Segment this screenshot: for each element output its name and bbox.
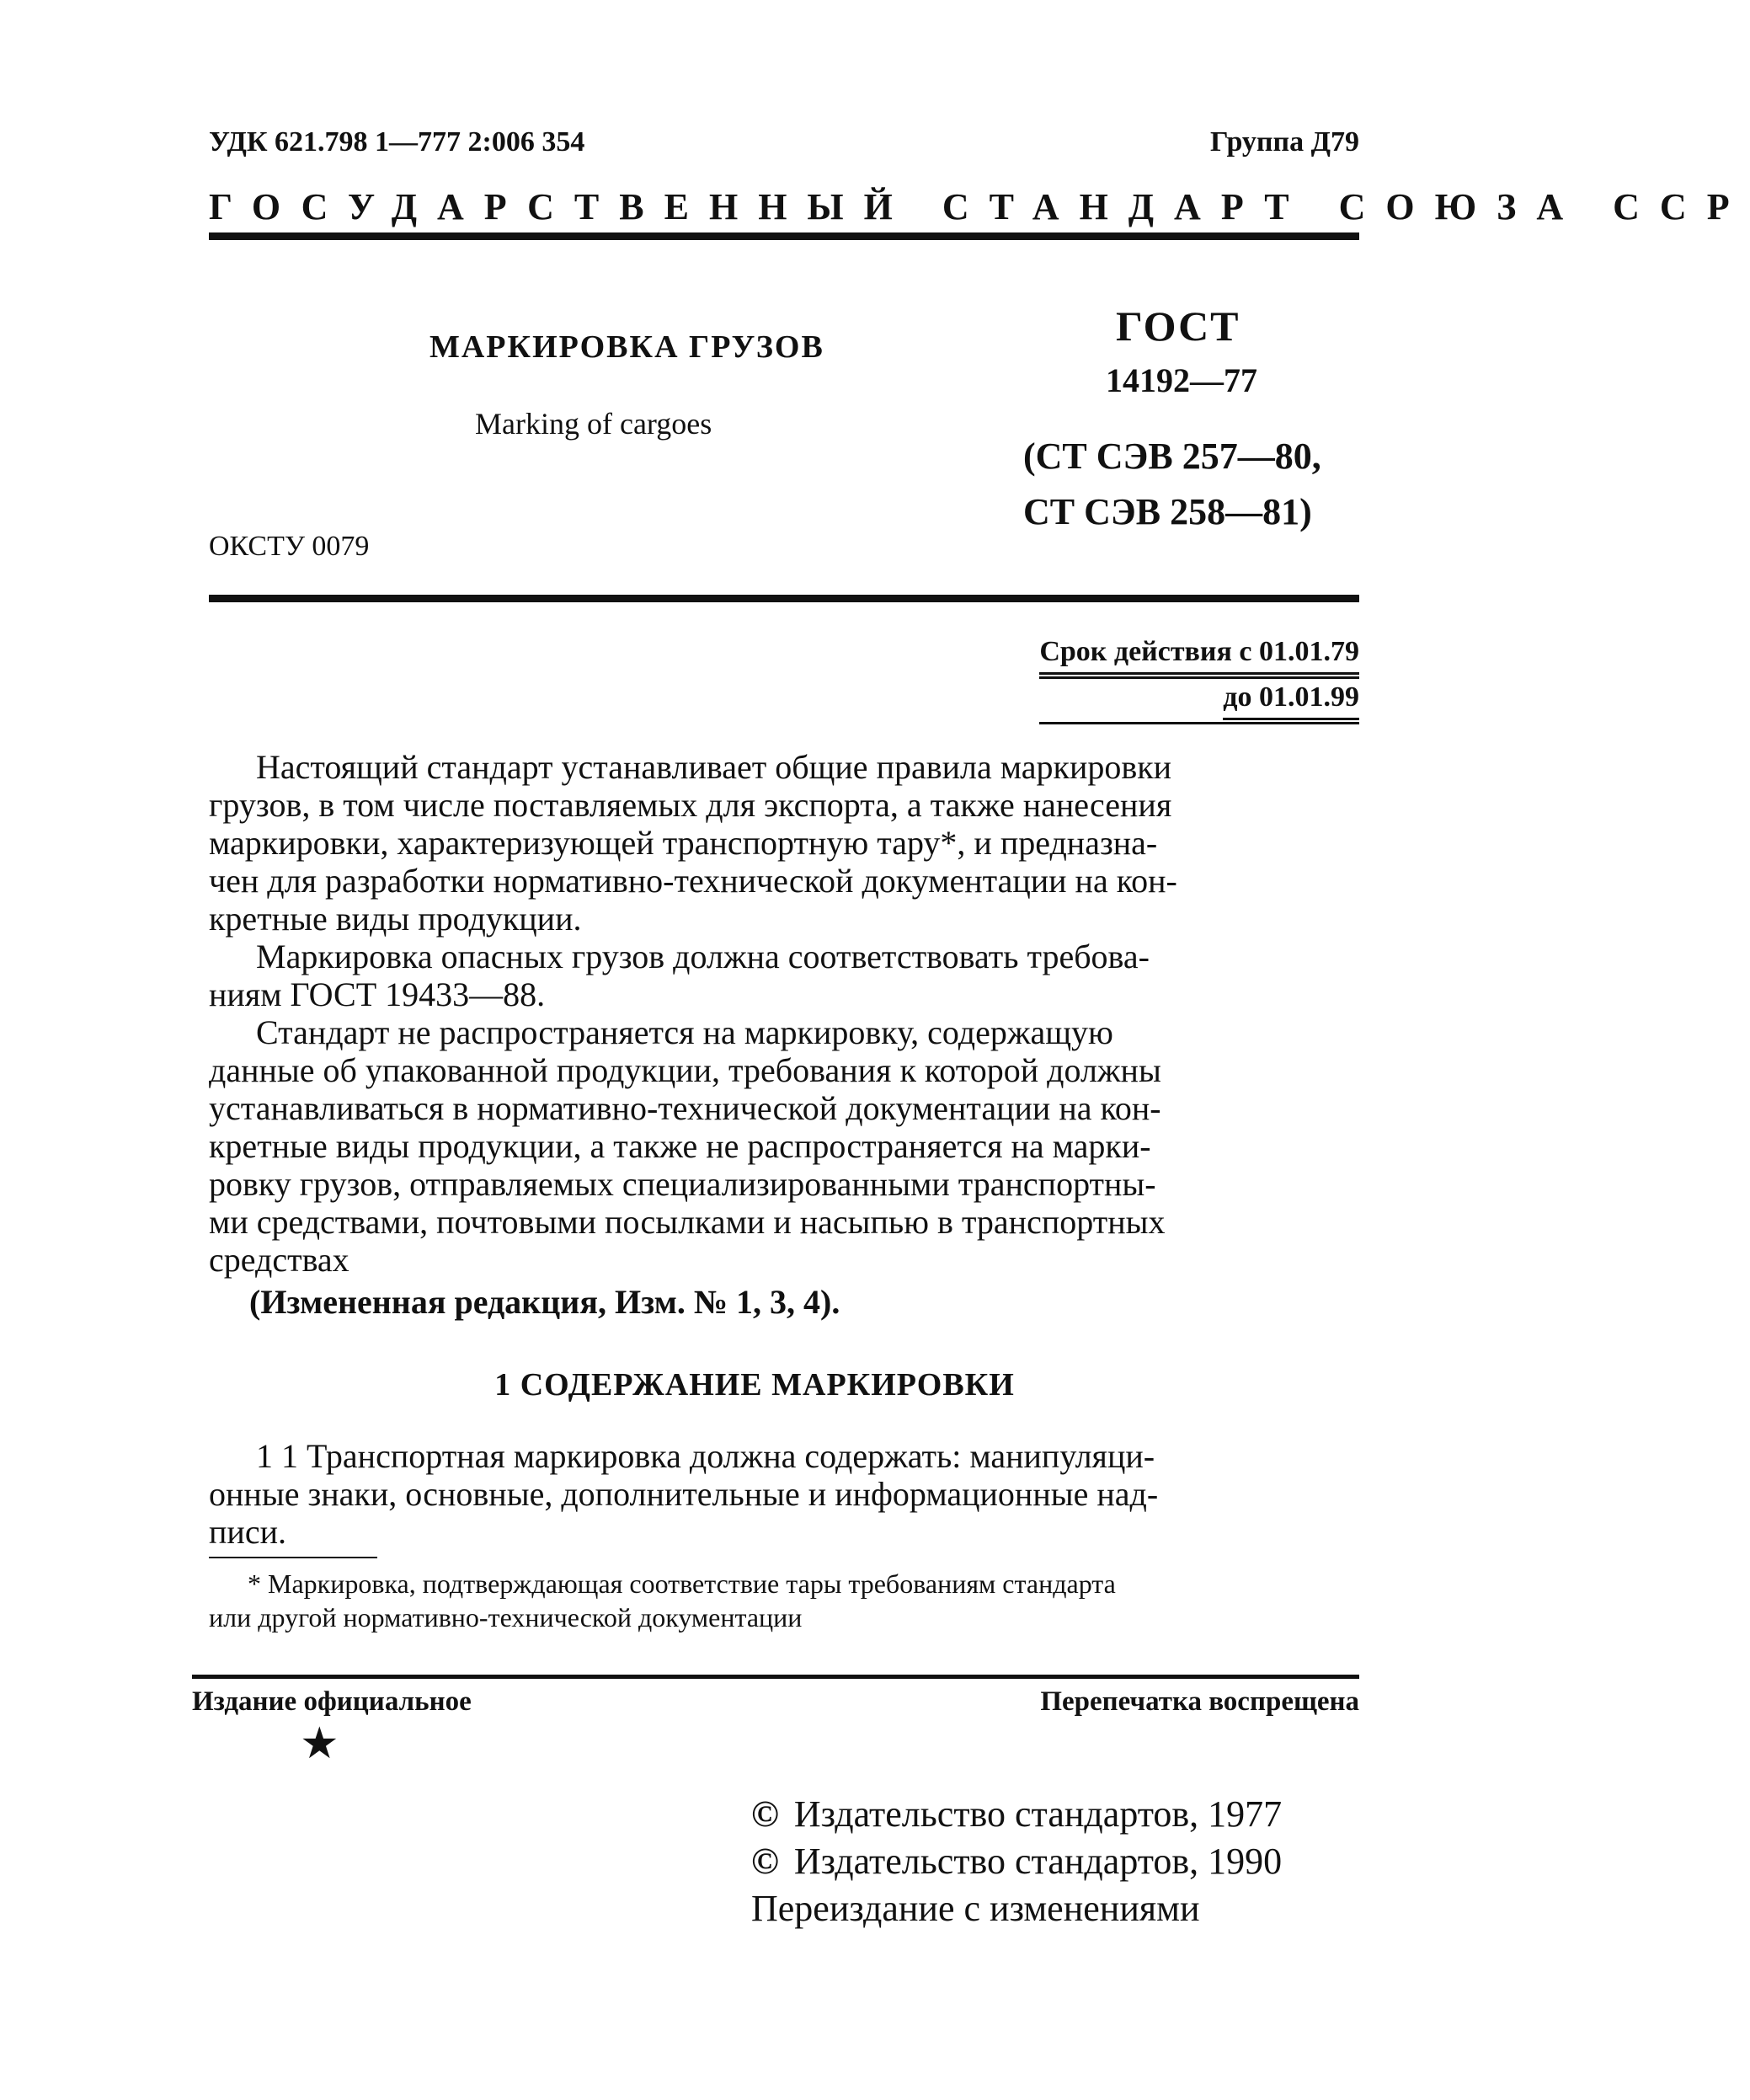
text-line: кретные виды продукции. bbox=[209, 900, 582, 938]
copyright-line: © Издательство стандартов, 1990 bbox=[751, 1841, 1283, 1882]
copyright-line: © Издательство стандартов, 1977 bbox=[751, 1793, 1283, 1835]
group-code: Группа Д79 bbox=[1209, 126, 1359, 158]
gost-designation bbox=[1023, 302, 1377, 540]
copyright-icon: © bbox=[751, 1793, 779, 1835]
text-line: маркировки, характеризующей транспортную тару*, и предназна- bbox=[209, 824, 1158, 862]
section-heading: 1 СОДЕРЖАНИЕ МАРКИРОВКИ bbox=[494, 1367, 1015, 1403]
text-line: грузов, в том числе поставляемых для экспорта, а также нанесения bbox=[209, 786, 1172, 824]
text-line: ровку грузов, отправляемых специализированными транспортны- bbox=[209, 1165, 1156, 1203]
footnote-line: * Маркировка, подтверждающая соответствие тары требованиям стандарта bbox=[248, 1568, 1116, 1599]
document-title: МАРКИРОВКА ГРУЗОВ bbox=[429, 329, 824, 365]
text-line: онные знаки, основные, дополнительные и информационные над- bbox=[209, 1475, 1159, 1513]
reprint-prohibited-label: Перепечатка воспрещена bbox=[1040, 1686, 1359, 1717]
udk-code: УДК 621.798 1—777 2:006 354 bbox=[209, 126, 585, 158]
text-line: кретные виды продукции, а также не распространяется на марки- bbox=[209, 1127, 1151, 1165]
document-title-english: Marking of cargoes bbox=[475, 407, 712, 441]
text-line: 1 1 Транспортная маркировка должна содержать: манипуляци- bbox=[256, 1437, 1155, 1475]
footnote-separator bbox=[209, 1557, 377, 1558]
text-line: чен для разработки нормативно-технической документации на кон- bbox=[209, 862, 1177, 900]
gost-number: 14192—77 bbox=[1106, 361, 1257, 399]
cmea-line: (СТ СЭВ 257—80, bbox=[1023, 435, 1321, 477]
text-line: Настоящий стандарт устанавливает общие правила маркировки bbox=[256, 748, 1172, 786]
footnote bbox=[209, 1567, 1359, 1634]
okstu-code: ОКСТУ 0079 bbox=[209, 531, 370, 562]
star-icon: ★ bbox=[300, 1720, 339, 1768]
text-line: Маркировка опасных грузов должна соответствовать требова- bbox=[256, 938, 1150, 975]
intro-paragraph bbox=[209, 748, 1359, 1279]
text-line: данные об упакованной продукции, требования к которой должны bbox=[209, 1051, 1161, 1089]
header-thick-rule bbox=[209, 232, 1359, 240]
text-line: устанавливаться в нормативно-технической документации на кон- bbox=[209, 1089, 1161, 1127]
cmea-line: СТ СЭВ 258—81) bbox=[1023, 491, 1312, 532]
validity-from: Срок действия с 01.01.79 bbox=[1039, 633, 1359, 675]
reissue-note: Переиздание с изменениями bbox=[751, 1888, 1200, 1929]
validity-period bbox=[1039, 633, 1359, 724]
official-edition-label: Издание официальное bbox=[192, 1686, 472, 1717]
text-line: писи. bbox=[209, 1513, 286, 1551]
validity-to: до 01.01.99 bbox=[1223, 679, 1359, 720]
footnote-line: или другой нормативно-технической документации bbox=[209, 1602, 803, 1632]
cmea-reference bbox=[1023, 429, 1377, 540]
amendment-note: (Измененная редакция, Изм. № 1, 3, 4). bbox=[249, 1283, 840, 1321]
text-line: Стандарт не распространяется на маркировку, содержащую bbox=[256, 1013, 1113, 1051]
title-thick-rule bbox=[209, 595, 1359, 602]
section-paragraph bbox=[209, 1437, 1359, 1551]
gost-word: ГОСТ bbox=[1116, 302, 1240, 350]
footer-rule bbox=[192, 1675, 1359, 1679]
state-standard-heading: ГОСУДАРСТВЕННЫЙ СТАНДАРТ СОЮЗА ССР bbox=[209, 186, 1750, 227]
text-line: ми средствами, почтовыми посылками и насыпью в транспортных bbox=[209, 1203, 1166, 1241]
copyright-block bbox=[751, 1791, 1282, 1932]
text-line: средствах bbox=[209, 1241, 349, 1279]
copyright-icon: © bbox=[751, 1841, 779, 1882]
text-line: ниям ГОСТ 19433—88. bbox=[209, 975, 546, 1013]
